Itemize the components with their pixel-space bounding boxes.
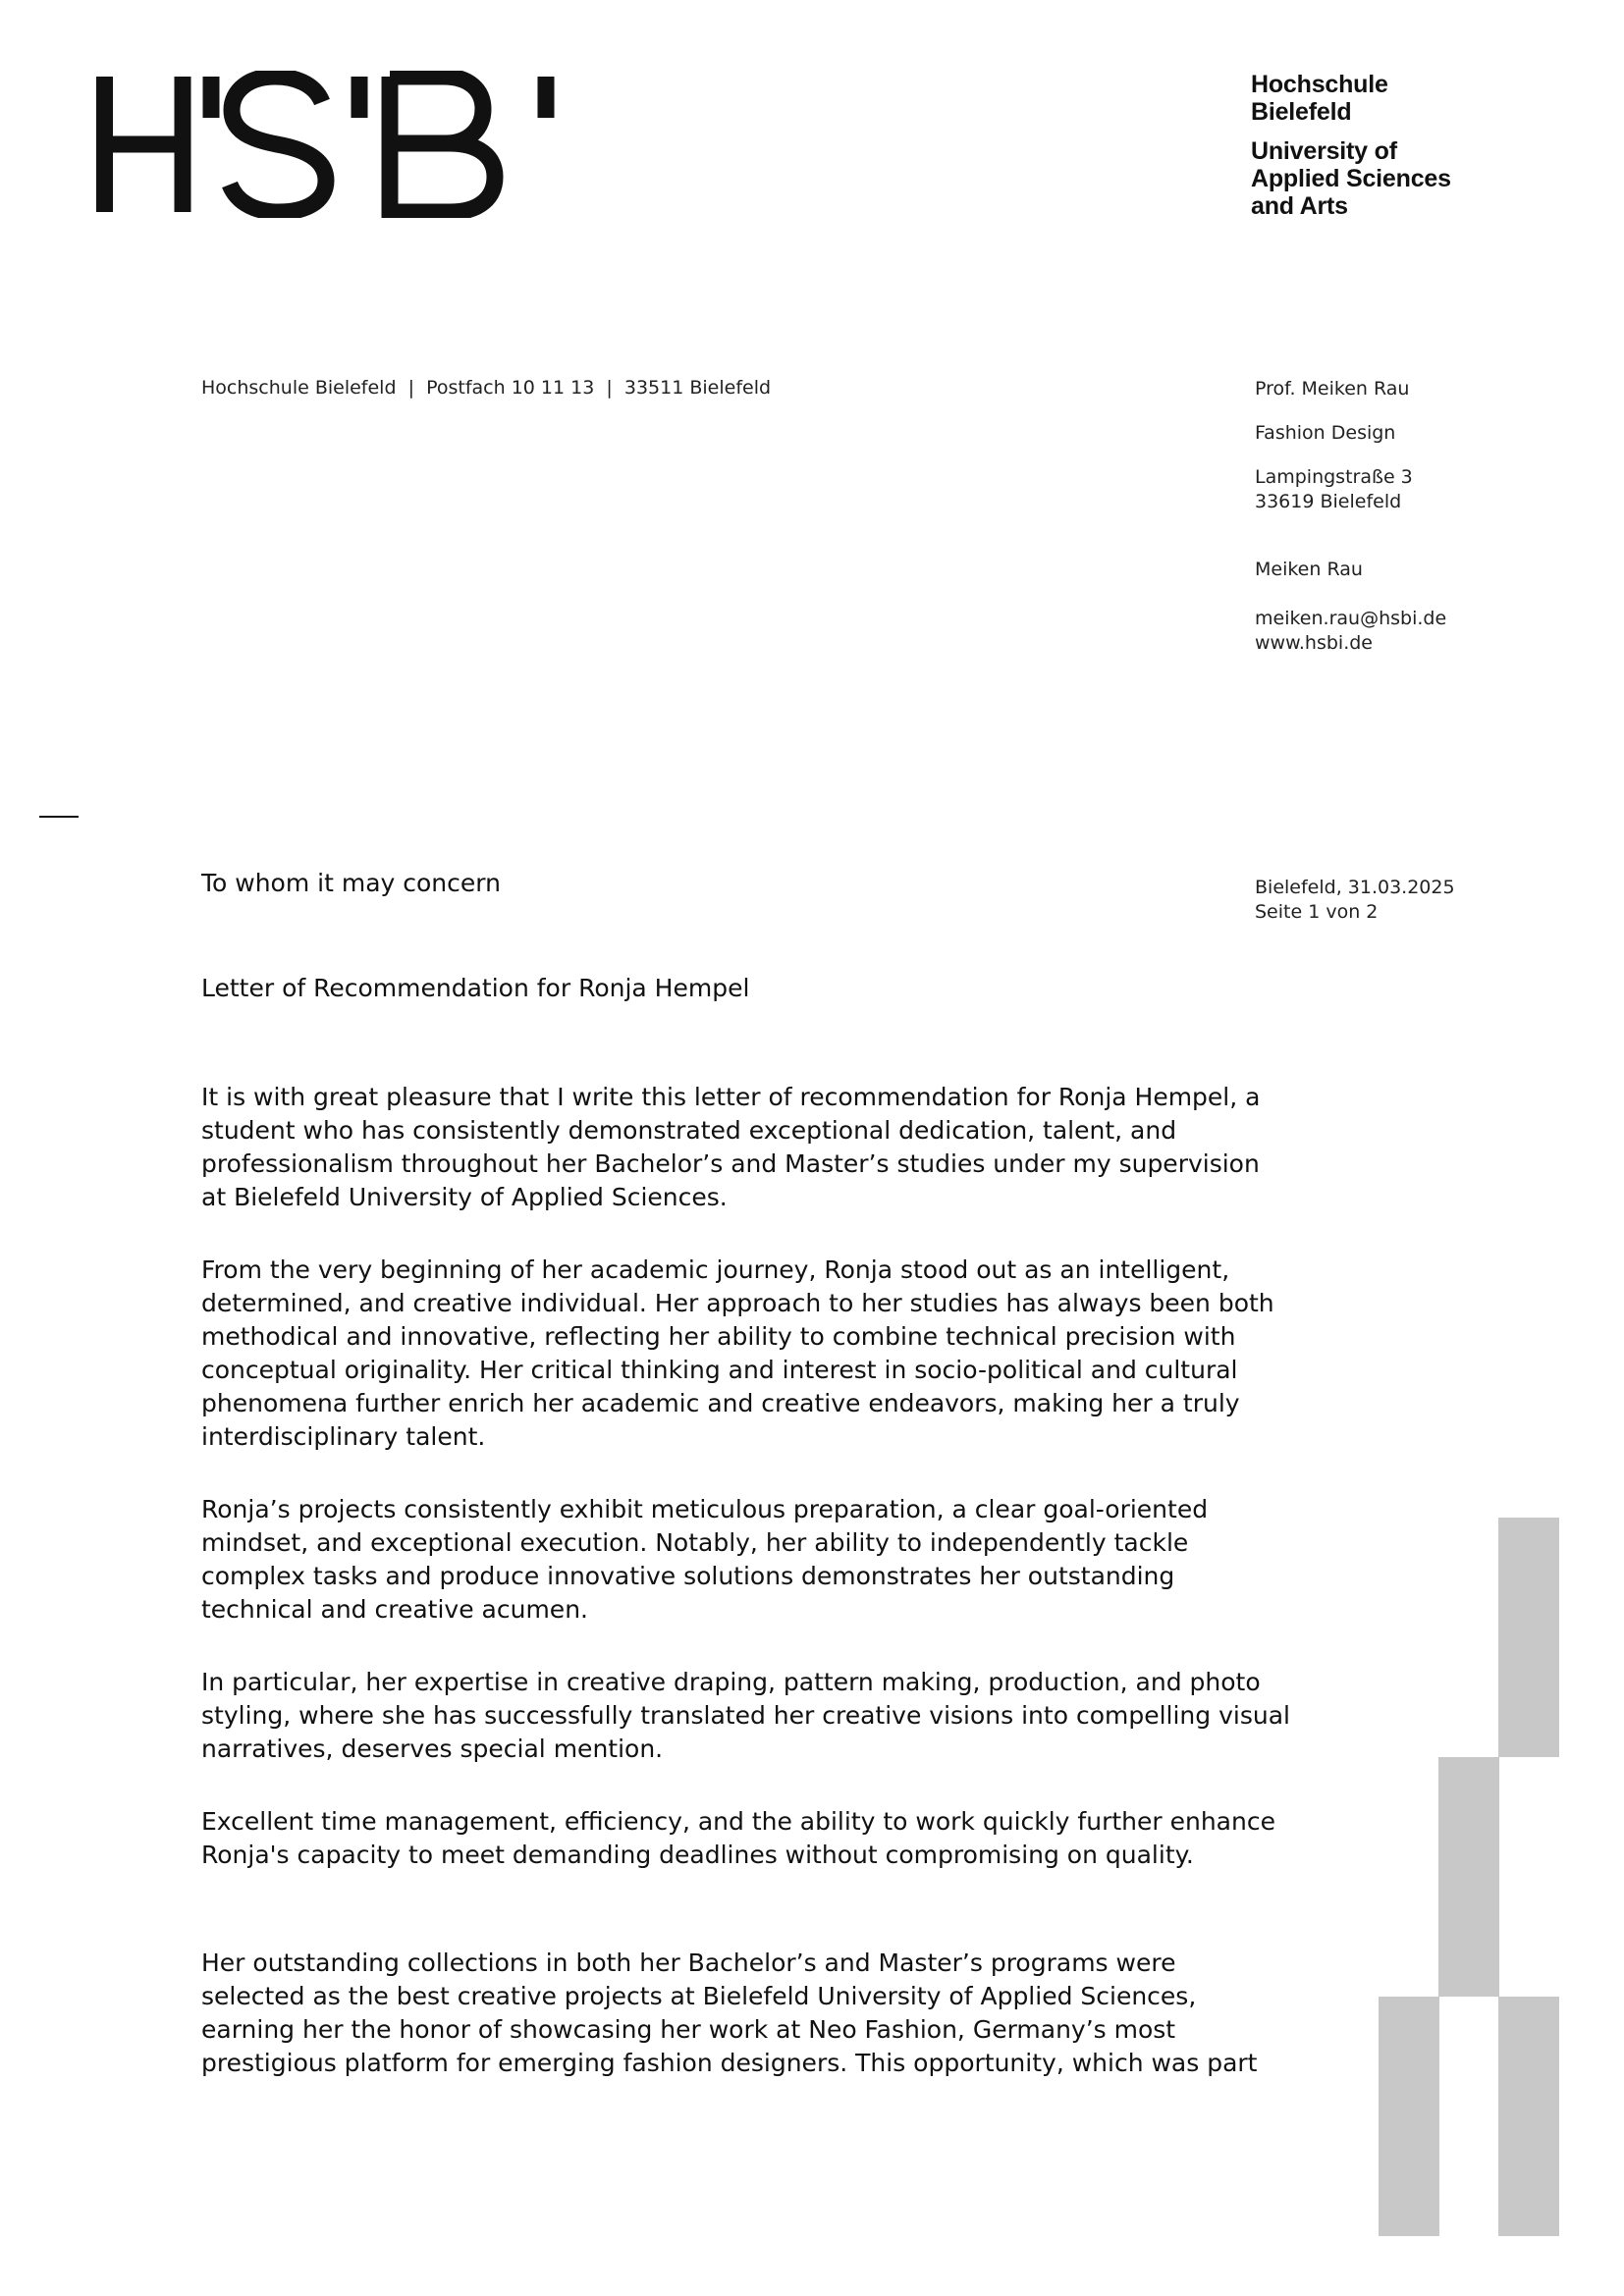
decorative-block: [1438, 1757, 1499, 1997]
paragraph-line: conceptual originality. Her critical thinking and interest in socio-political and cultural: [201, 1356, 1238, 1384]
contact-address: [1255, 465, 1413, 514]
paragraph-line: styling, where she has successfully translated her creative visions into compelling visual: [201, 1701, 1290, 1730]
paragraph: [201, 1081, 1261, 1214]
paragraph-line: methodical and innovative, reflecting her ability to combine technical precision with: [201, 1322, 1236, 1351]
salutation: To whom it may concern: [201, 869, 501, 897]
contact-email[interactable]: meiken.rau@hsbi.de: [1255, 608, 1447, 629]
institution-subtitle-line: University of: [1251, 137, 1397, 165]
paragraph-line: earning her the honor of showcasing her work at Neo Fashion, Germany’s most: [201, 2015, 1176, 2044]
institution-name-line: Bielefeld: [1251, 98, 1352, 126]
paragraph-line: professionalism throughout her Bachelor’s and Master’s studies under my supervision: [201, 1149, 1260, 1178]
contact-professor: Prof. Meiken Rau: [1255, 378, 1410, 400]
contact-name: Meiken Rau: [1255, 559, 1363, 580]
paragraph-line: mindset, and exceptional execution. Notably, her ability to independently tackle: [201, 1528, 1189, 1557]
institution-subtitle: [1251, 137, 1451, 220]
paragraph: [201, 1805, 1275, 1872]
institution-subtitle-line: and Arts: [1251, 192, 1348, 220]
contact-department: Fashion Design: [1255, 422, 1396, 444]
fold-mark: [39, 816, 79, 818]
paragraph-line: Her outstanding collections in both her Bachelor’s and Master’s programs were: [201, 1949, 1176, 1977]
paragraph-line: It is with great pleasure that I write this letter of recommendation for Ronja Hempel, a: [201, 1083, 1261, 1111]
paragraph: [201, 1493, 1209, 1627]
paragraph-line: selected as the best creative projects at Bielefeld University of Applied Sciences,: [201, 1982, 1197, 2010]
paragraph-line: phenomena further enrich her academic and creative endeavors, making her a truly: [201, 1389, 1240, 1417]
contact-street: Lampingstraße 3: [1255, 466, 1413, 488]
paragraph-line: In particular, her expertise in creative draping, pattern making, production, and photo: [201, 1668, 1261, 1696]
paragraph-line: Excellent time management, efficiency, and the ability to work quickly further enhance: [201, 1807, 1275, 1836]
date-block: [1255, 876, 1455, 925]
paragraph-line: From the very beginning of her academic journey, Ronja stood out as an intelligent,: [201, 1255, 1230, 1284]
paragraph-line: at Bielefeld University of Applied Sciences.: [201, 1183, 728, 1211]
contact-city: 33619 Bielefeld: [1255, 491, 1402, 512]
decorative-block: [1379, 1997, 1439, 2236]
paragraph-line: Ronja's capacity to meet demanding deadlines without compromising on quality.: [201, 1841, 1194, 1869]
paragraph: [201, 1666, 1290, 1766]
decorative-block: [1498, 1997, 1559, 2236]
decorative-block: [1498, 1518, 1559, 1757]
contact-website[interactable]: www.hsbi.de: [1255, 632, 1373, 654]
institution-name: [1251, 71, 1388, 126]
paragraph: [201, 1254, 1274, 1454]
institution-subtitle-line: Applied Sciences: [1251, 165, 1451, 192]
hsbi-logo: [96, 71, 558, 218]
sender-address-line: Hochschule Bielefeld | Postfach 10 11 13 | 33511 Bielefeld: [201, 377, 772, 399]
paragraph-line: determined, and creative individual. Her approach to her studies has always been both: [201, 1289, 1274, 1317]
paragraph-line: complex tasks and produce innovative solutions demonstrates her outstanding: [201, 1562, 1175, 1590]
paragraph-line: interdisciplinary talent.: [201, 1422, 486, 1451]
paragraph-line: technical and creative acumen.: [201, 1595, 588, 1624]
page-number: Seite 1 von 2: [1255, 901, 1379, 923]
paragraph: [201, 1947, 1258, 2080]
institution-name-line: Hochschule: [1251, 71, 1388, 98]
paragraph-line: student who has consistently demonstrated exceptional dedication, talent, and: [201, 1116, 1177, 1145]
paragraph-line: narratives, deserves special mention.: [201, 1735, 664, 1763]
contact-online: [1255, 607, 1446, 656]
paragraph-line: prestigious platform for emerging fashion designers. This opportunity, which was part: [201, 2049, 1258, 2077]
paragraph-line: Ronja’s projects consistently exhibit meticulous preparation, a clear goal-oriented: [201, 1495, 1209, 1523]
letter-subject: Letter of Recommendation for Ronja Hempel: [201, 974, 750, 1002]
letter-date: Bielefeld, 31.03.2025: [1255, 877, 1455, 898]
